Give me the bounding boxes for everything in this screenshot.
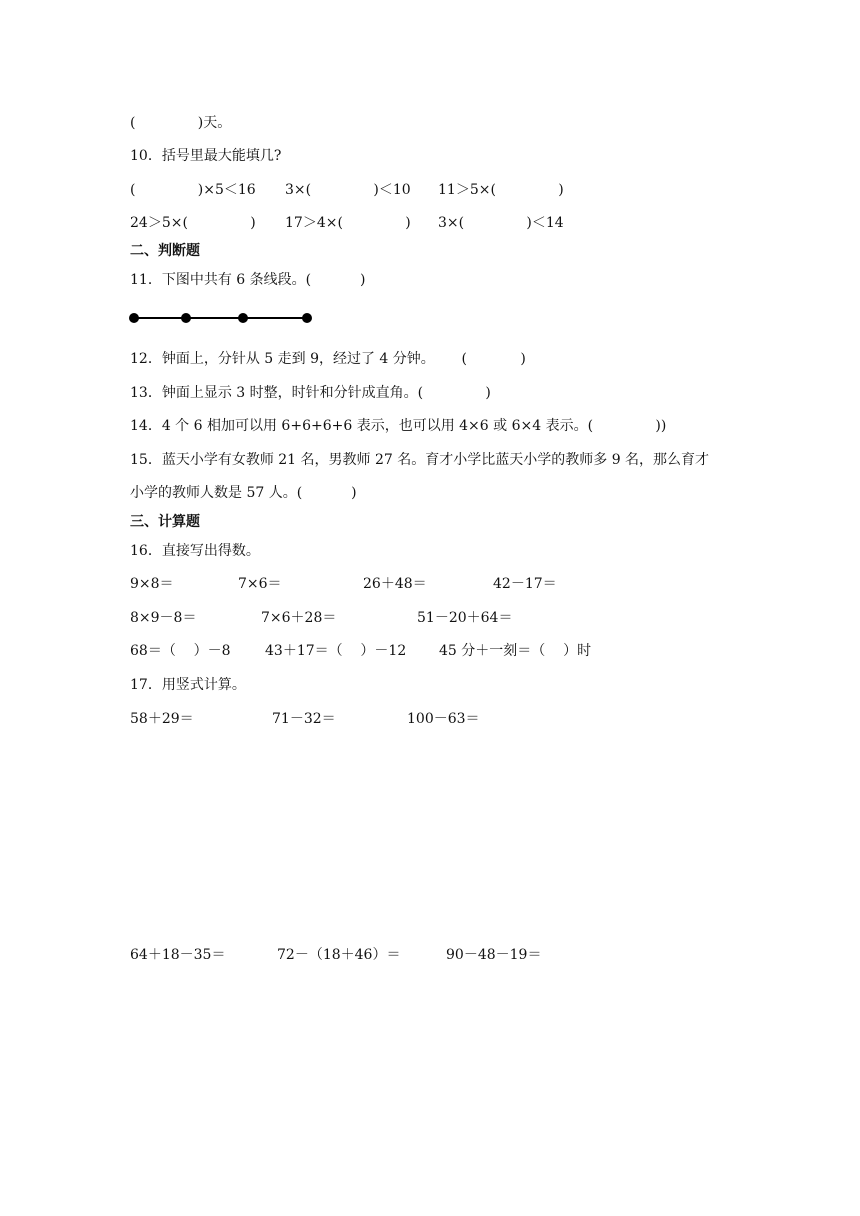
question-11: 11．下图中共有 6 条线段。( ) [130,272,366,288]
question-12: 12．钟面上，分针从 5 走到 9，经过了 4 分钟。 ( ) [130,351,526,367]
question-13: 13．钟面上显示 3 时整，时针和分针成直角。( ) [130,385,491,401]
question-15-line-2: 小学的教师人数是 57 人。( ) [130,485,357,501]
expression: 11＞5×( ) [438,182,564,198]
expression: 24＞5×( ) [130,215,256,231]
expression: 9×8＝ [130,576,174,592]
section-heading-calculation: 三、计算题 [130,514,200,530]
expression: 71－32＝ [272,711,336,727]
expression: 64＋18－35＝ [130,947,226,963]
question-16: 16．直接写出得数。 [130,543,260,559]
expression: 7×6＝ [238,576,282,592]
question-17: 17．用竖式计算。 [130,677,246,693]
question-14: 14．4 个 6 相加可以用 6+6+6+6 表示，也可以用 4×6 或 6×4 表示。( )) [130,418,667,434]
question-15-line-1: 15．蓝天小学有女教师 21 名，男教师 27 名。育才小学比蓝天小学的教师多 9 名，那么育才 [130,452,710,468]
question-16-row-2 [130,609,630,627]
expression: 7×6＋28＝ [261,610,337,626]
expression: 42－17＝ [493,576,557,592]
expression: 3×( )＜14 [438,215,564,231]
expression: 8×9－8＝ [130,610,197,626]
segment-point [129,313,139,323]
segment-point [302,313,312,323]
question-10-row-2 [130,214,630,232]
question-10: 10．括号里最大能填几? [130,148,282,164]
expression: 68＝（ ）－8 [130,643,231,659]
expression: 100－63＝ [407,711,480,727]
line-segment-figure [126,308,318,328]
expression: 43＋17＝（ ）－12 [265,643,407,659]
question-17-row-1 [130,710,630,728]
expression: 72－（18＋46）＝ [277,947,401,963]
expression: 26＋48＝ [363,576,427,592]
question-10-row-1 [130,181,630,199]
segment-point [181,313,191,323]
answer-blank-days: ( )天。 [130,115,232,131]
question-16-row-1 [130,575,630,593]
expression: ( )×5＜16 [130,182,256,198]
expression: 90－48－19＝ [446,947,542,963]
question-16-row-3 [130,642,650,660]
expression: 17＞4×( ) [285,215,411,231]
segment-point [238,313,248,323]
question-17-row-2 [130,946,650,964]
expression: 58＋29＝ [130,711,194,727]
expression: 45 分＋一刻＝（ ）时 [439,643,592,659]
expression: 51－20＋64＝ [417,610,513,626]
section-heading-judgement: 二、判断题 [130,243,200,259]
expression: 3×( )＜10 [285,182,411,198]
